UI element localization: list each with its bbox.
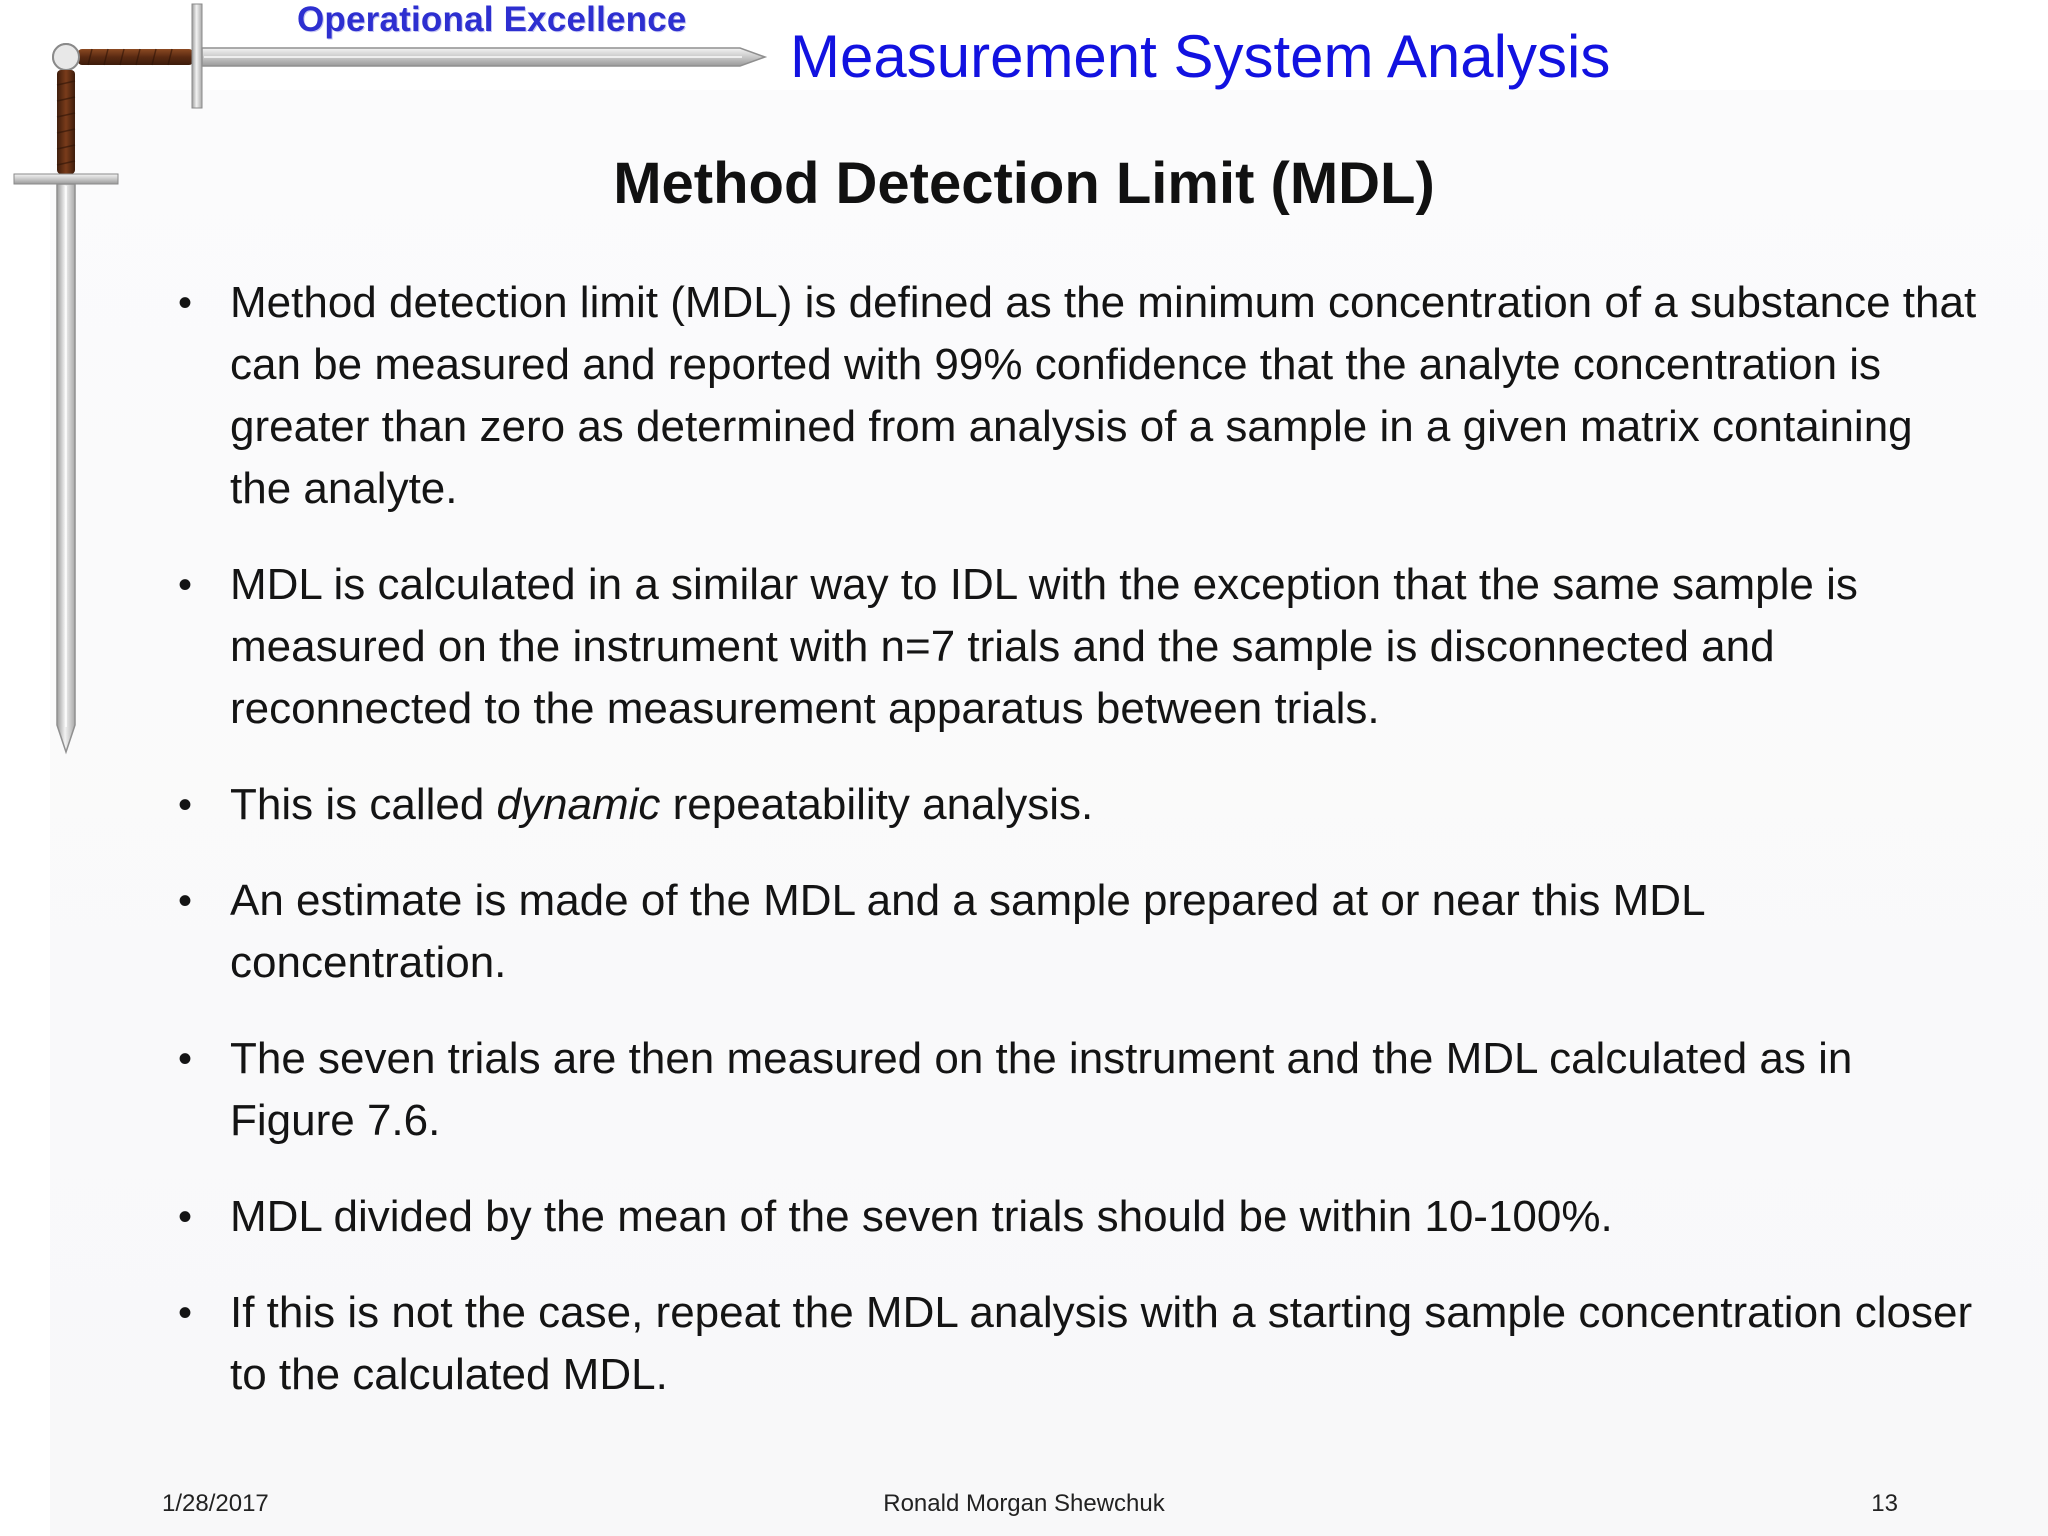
bullet-glyph: • [178,1037,193,1081]
bullet-glyph: • [178,1195,193,1239]
bullet-glyph: • [178,783,193,827]
bullet-text: MDL is calculated in a similar way to IDL with the exception that the same sample is measured on the instrument with n=7 trials and the sample is disconnected and reconnected to the measurement apparatus between trials. [230,560,1858,733]
bullet-glyph: • [178,879,193,923]
bullet-item [178,870,1978,994]
bullet-text: Method detection limit (MDL) is defined as the minimum concentration of a substance that can be measured and reported with 99% confidence that the analyte concentration is greater than zero as determined from analysis of a sample in a given matrix containing the analyte. [230,278,1977,513]
header-title: Measurement System Analysis [790,23,1611,90]
bullet-item [178,1282,1978,1406]
footer-author: Ronald Morgan Shewchuk [883,1490,1165,1517]
bullet-glyph: • [178,1291,193,1335]
slide-title: Method Detection Limit (MDL) [613,151,1435,216]
bullet-glyph: • [178,281,193,325]
bullet-text-after: repeatability analysis. [660,780,1094,829]
bullet-text: An estimate is made of the MDL and a sample prepared at or near this MDL concentration. [230,876,1704,987]
bullet-text: MDL divided by the mean of the seven trials should be within 10-100%. [230,1192,1613,1241]
bullet-list [178,272,1978,1440]
bullet-item [178,1186,1978,1248]
bullet-item [178,774,1978,836]
bullet-item [178,554,1978,740]
footer-page-number: 13 [1871,1490,1898,1517]
bullet-text-emphasis: dynamic [496,780,661,829]
bullet-text-before: This is called [230,780,497,829]
bullet-item [178,272,1978,520]
bullet-item [178,1028,1978,1152]
bullet-text: If this is not the case, repeat the MDL analysis with a starting sample concentration closer to the calculated MDL. [230,1288,1973,1399]
bullet-glyph: • [178,563,193,607]
brand-title: Operational Excellence [297,0,687,39]
footer-date: 1/28/2017 [162,1490,269,1517]
bullet-text: The seven trials are then measured on the instrument and the MDL calculated as in Figure 7.6. [230,1034,1853,1145]
